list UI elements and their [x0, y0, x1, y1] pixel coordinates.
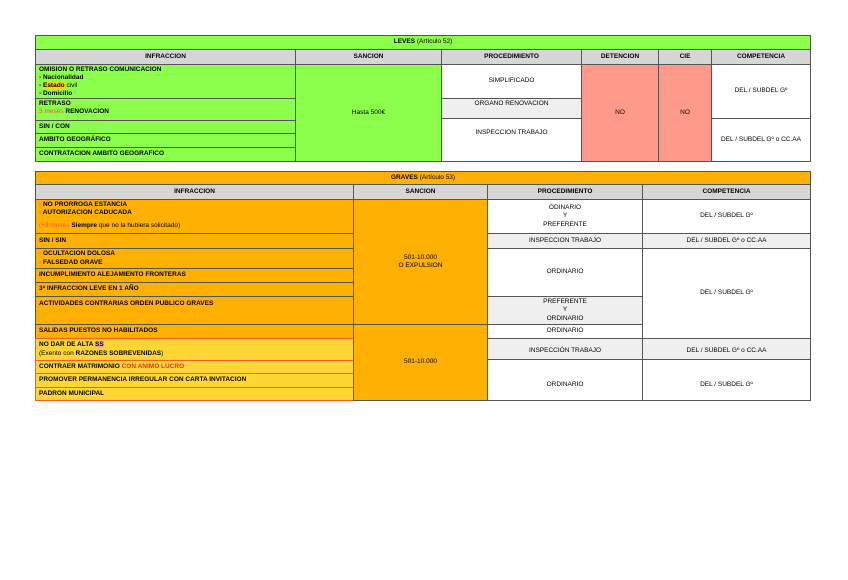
graves-title: [35, 171, 811, 185]
falsedad-item: - FALSEDAD GRAVE: [39, 258, 103, 266]
leves-proc-simplificado: SIMPLIFICADO: [441, 64, 582, 99]
graves-row-sin-sin: SIN / SIN: [35, 233, 354, 249]
graves-proc-1: ODINARIO Y PREFERENTE: [487, 199, 643, 234]
graves-row-alta: [35, 338, 354, 361]
graves-sancion-1: [353, 199, 488, 325]
prorroga-item: - NO PRORROGA ESTANCIA: [39, 201, 128, 208]
sancion-expulsion: O EXPULSION: [398, 262, 443, 269]
graves-header-infraccion: INFRACCION: [35, 184, 354, 200]
sancion-amount: 501-10.000: [404, 253, 437, 261]
leves-competencia-1: DEL / SUBDEL Gº: [711, 64, 811, 119]
graves-row-actividades: ACTIVIDADES CONTRARIAS ORDEN PUBLICO GRAVES: [35, 296, 354, 325]
graves-proc-7: ORDINARIO: [487, 359, 643, 401]
graves-competencia-3: DEL / SUBDEL Gº: [642, 248, 811, 339]
graves-proc-4: PREFERENTE Y ORDINARIO: [487, 296, 643, 325]
graves-row-ocultacion: [35, 248, 354, 269]
leves-sancion: Hasta 500€: [295, 64, 442, 162]
leves-header-cie: CIE: [658, 49, 712, 65]
ocultacion-item: - OCULTACION DOLOSA: [39, 250, 115, 258]
leves-header-infraccion: INFRACCION: [35, 49, 296, 65]
omision-item: - Estado civil: [39, 82, 78, 90]
graves-header-sancion: SANCION: [353, 184, 488, 200]
graves-row-prorroga: [35, 199, 354, 234]
graves-proc-3: ORDINARIO: [487, 248, 643, 297]
leves-header-sancion: SANCION: [295, 49, 442, 65]
leves-row-contratacion: CONTRATACION AMBITO GEOGRAFICO: [35, 147, 296, 162]
graves-sancion-2: 501-10.000: [353, 324, 488, 401]
omision-item: - Domicilio: [39, 90, 73, 98]
graves-title-text: GRAVES: [390, 173, 418, 181]
leves-competencia-2: DEL / SUBDEL Gº o CC.AA: [711, 118, 811, 162]
leves-detencion: NO: [581, 64, 659, 162]
leves-row-omision: [35, 64, 296, 99]
graves-competencia-5: DEL / SUBDEL Gº: [642, 359, 811, 401]
leves-header-procedimiento: PROCEDIMIENTO: [441, 49, 582, 65]
leves-article: (Artículo 52): [416, 38, 453, 46]
autorizacion-item: - AUTORIZACION CADUCADA: [39, 209, 132, 217]
leves-row-ambito: AMBITO GEOGRÁFICO: [35, 133, 296, 148]
leves-header-detencion: DETENCION: [581, 49, 659, 65]
graves-competencia-1: DEL / SUBDEL Gº: [642, 199, 811, 234]
omision-item: - Nacionalidad: [39, 74, 84, 82]
graves-header-competencia: COMPETENCIA: [642, 184, 811, 200]
alta-exento: (Exento con RAZONES SOBREVENIDAS): [39, 349, 164, 357]
graves-row-tercera: 3ª INFRACCION LEVE EN 1 AÑO: [35, 282, 354, 297]
alta-title: NO DAR DE ALTA SS: [39, 341, 104, 349]
graves-header-procedimiento: PROCEDIMIENTO: [487, 184, 643, 200]
leves-proc-organo: ORGANO RENOVACION: [441, 98, 582, 119]
leves-row-sin-con: SIN / CON: [35, 120, 296, 134]
graves-row-padron: PADRON MUNICIPAL: [35, 387, 354, 401]
graves-row-incumplimiento: INCUMPLIMIENTO ALEJAMIENTO FRONTERAS: [35, 268, 354, 283]
graves-article: (Artículo 53): [419, 173, 456, 181]
leves-header-competencia: COMPETENCIA: [711, 49, 811, 65]
leves-row-retraso: [35, 98, 296, 121]
retraso-detail: 3 meses RENOVACION: [39, 108, 109, 116]
graves-proc-2: INSPECCION TRABAJO: [487, 233, 643, 249]
graves-row-matrimonio: CONTRAER MATRIMONIO CON ANIMO LUCRO: [35, 360, 354, 374]
leves-proc-inspeccion: INSPECCION TRABAJO: [441, 118, 582, 162]
graves-proc-6: INSPECCIÓN TRABAJO: [487, 338, 643, 360]
leves-title: [35, 35, 811, 50]
graves-competencia-2: DEL / SUBDEL Gº o CC.AA: [642, 233, 811, 249]
graves-competencia-4: DEL / SUBDEL Gº o CC.AA: [642, 338, 811, 360]
prorroga-note: (+3 meses Siempre que no la hubiera solicitado): [39, 222, 181, 230]
leves-cie: NO: [658, 64, 712, 162]
omision-title: OMISION O RETRASO COMUNICACION: [39, 66, 162, 73]
graves-row-salidas: SALIDAS PUESTOS NO HABILITADOS: [35, 324, 354, 339]
graves-proc-5: ORDINARIO: [487, 324, 643, 339]
leves-title-text: LEVES: [393, 38, 416, 46]
graves-row-promover: PROMOVER PERMANENCIA IRREGULAR CON CARTA INVITACION: [35, 373, 354, 388]
retraso-title: RETRASO: [39, 100, 71, 107]
